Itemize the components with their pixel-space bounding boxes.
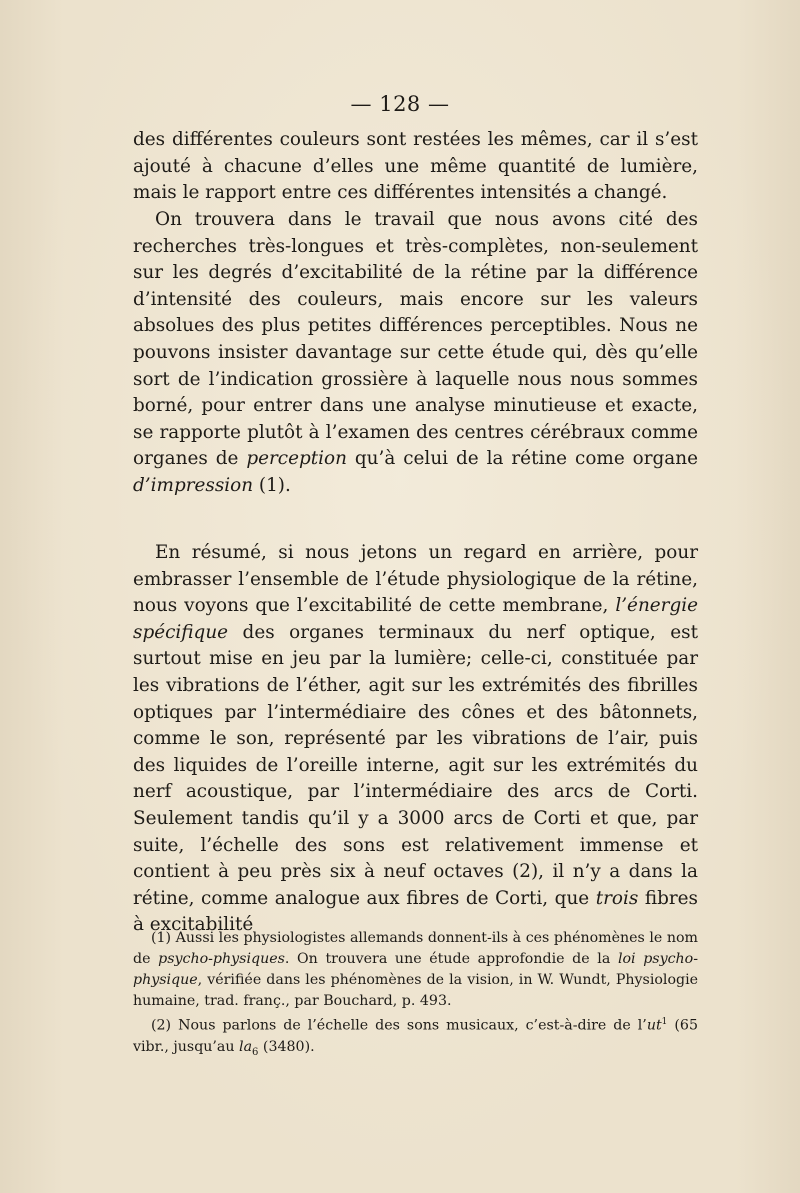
- italic-term-trois: trois: [595, 887, 639, 909]
- paragraph-text: des différentes couleurs sont restées les mêmes, car il s’est ajouté à chacune d’elles une même quantité de lumière, mais le rapport entre ces différentes intensités a changé.: [133, 129, 698, 204]
- italic-note-ut: ut: [646, 1017, 662, 1034]
- subscript: 6: [252, 1046, 259, 1058]
- text-run: . On trouvera une étude approfondie de la: [284, 951, 618, 967]
- paragraph-research: [133, 207, 698, 500]
- paragraph-continuation: [133, 127, 698, 207]
- footnote-1: [133, 928, 698, 1012]
- italic-term-energie-specifique: l’énergie spécifique: [133, 595, 698, 643]
- text-run: (1) Aussi les physiologistes allemands donnent-ils à ces phénomènes le nom de: [133, 930, 698, 967]
- text-run: (2) Nous parlons de l’échelle des sons musicaux, c’est-à-dire de l’: [151, 1017, 647, 1034]
- text-run: (65 vibr., jusqu’au: [133, 1017, 698, 1055]
- footnotes: [133, 928, 698, 1063]
- paragraph-text: [133, 540, 698, 939]
- italic-term-loi-psycho-physique: loi psycho-physique: [133, 951, 698, 988]
- text-run: En résumé, si nous jetons un regard en arrière, pour embrasser l’ensemble de l’étude physiologique de la rétine, nous voyons que l’excitabilité de cette membrane,: [133, 542, 698, 617]
- text-run: (1).: [253, 474, 291, 496]
- italic-term-psycho-physiques: psycho-physiques: [158, 951, 285, 967]
- italic-note-la: la: [239, 1038, 253, 1055]
- footnote-2: [133, 1012, 698, 1063]
- text-run: fibres à excitabilité: [133, 887, 698, 936]
- text-run: (3480).: [258, 1038, 315, 1055]
- paragraph-summary: [133, 540, 698, 939]
- text-run: , vérifiée dans les phénomènes de la vision, in W. Wundt, Physiologie humaine, trad. franç., par Bouchard, p. 493.: [133, 972, 698, 1009]
- paragraph-text: [133, 207, 698, 500]
- italic-term-impression: d’impression: [133, 474, 254, 496]
- text-run: des organes terminaux du nerf optique, est surtout mise en jeu par la lumière; celle-ci, constituée par les vibrations de l’éther, agit sur les extrémités des fibrilles optiques par l’intermédiaire des cônes et des bâtonnets, comme le son, représenté par les vibrations de l’air, puis des liquides de l’oreille interne, agit sur les extrémités du nerf acoustique, par l’intermédiaire des arcs de Corti. Seulement tandis qu’il y a 3000 arcs de Corti et que, par suite, l’échelle des sons est relativement immense et contient à peu près six à neuf octaves (2), il n’y a dans la rétine, comme analogue aux fibres de Corti, que: [133, 621, 698, 909]
- text-run: On trouvera dans le travail que nous avons cité des recherches très-longues et très-complètes, non-seulement sur les degrés d’excitabilité de la rétine par la différence d’intensité des couleurs, mais encore sur les valeurs absolues des plus petites différences perceptibles. Nous ne pouvons insister davantage sur cette étude qui, dès qu’elle sort de l’indication grossière à laquelle nous nous sommes borné, pour entrer dans une analyse minutieuse et exacte, se rapporte plutôt à l’examen des centres cérébraux comme organes de: [133, 209, 698, 470]
- italic-term-perception: perception: [246, 448, 347, 470]
- page-number: — 128 —: [350, 92, 450, 116]
- superscript: 1: [661, 1017, 668, 1027]
- text-run: qu’à celui de la rétine come organe: [346, 448, 698, 470]
